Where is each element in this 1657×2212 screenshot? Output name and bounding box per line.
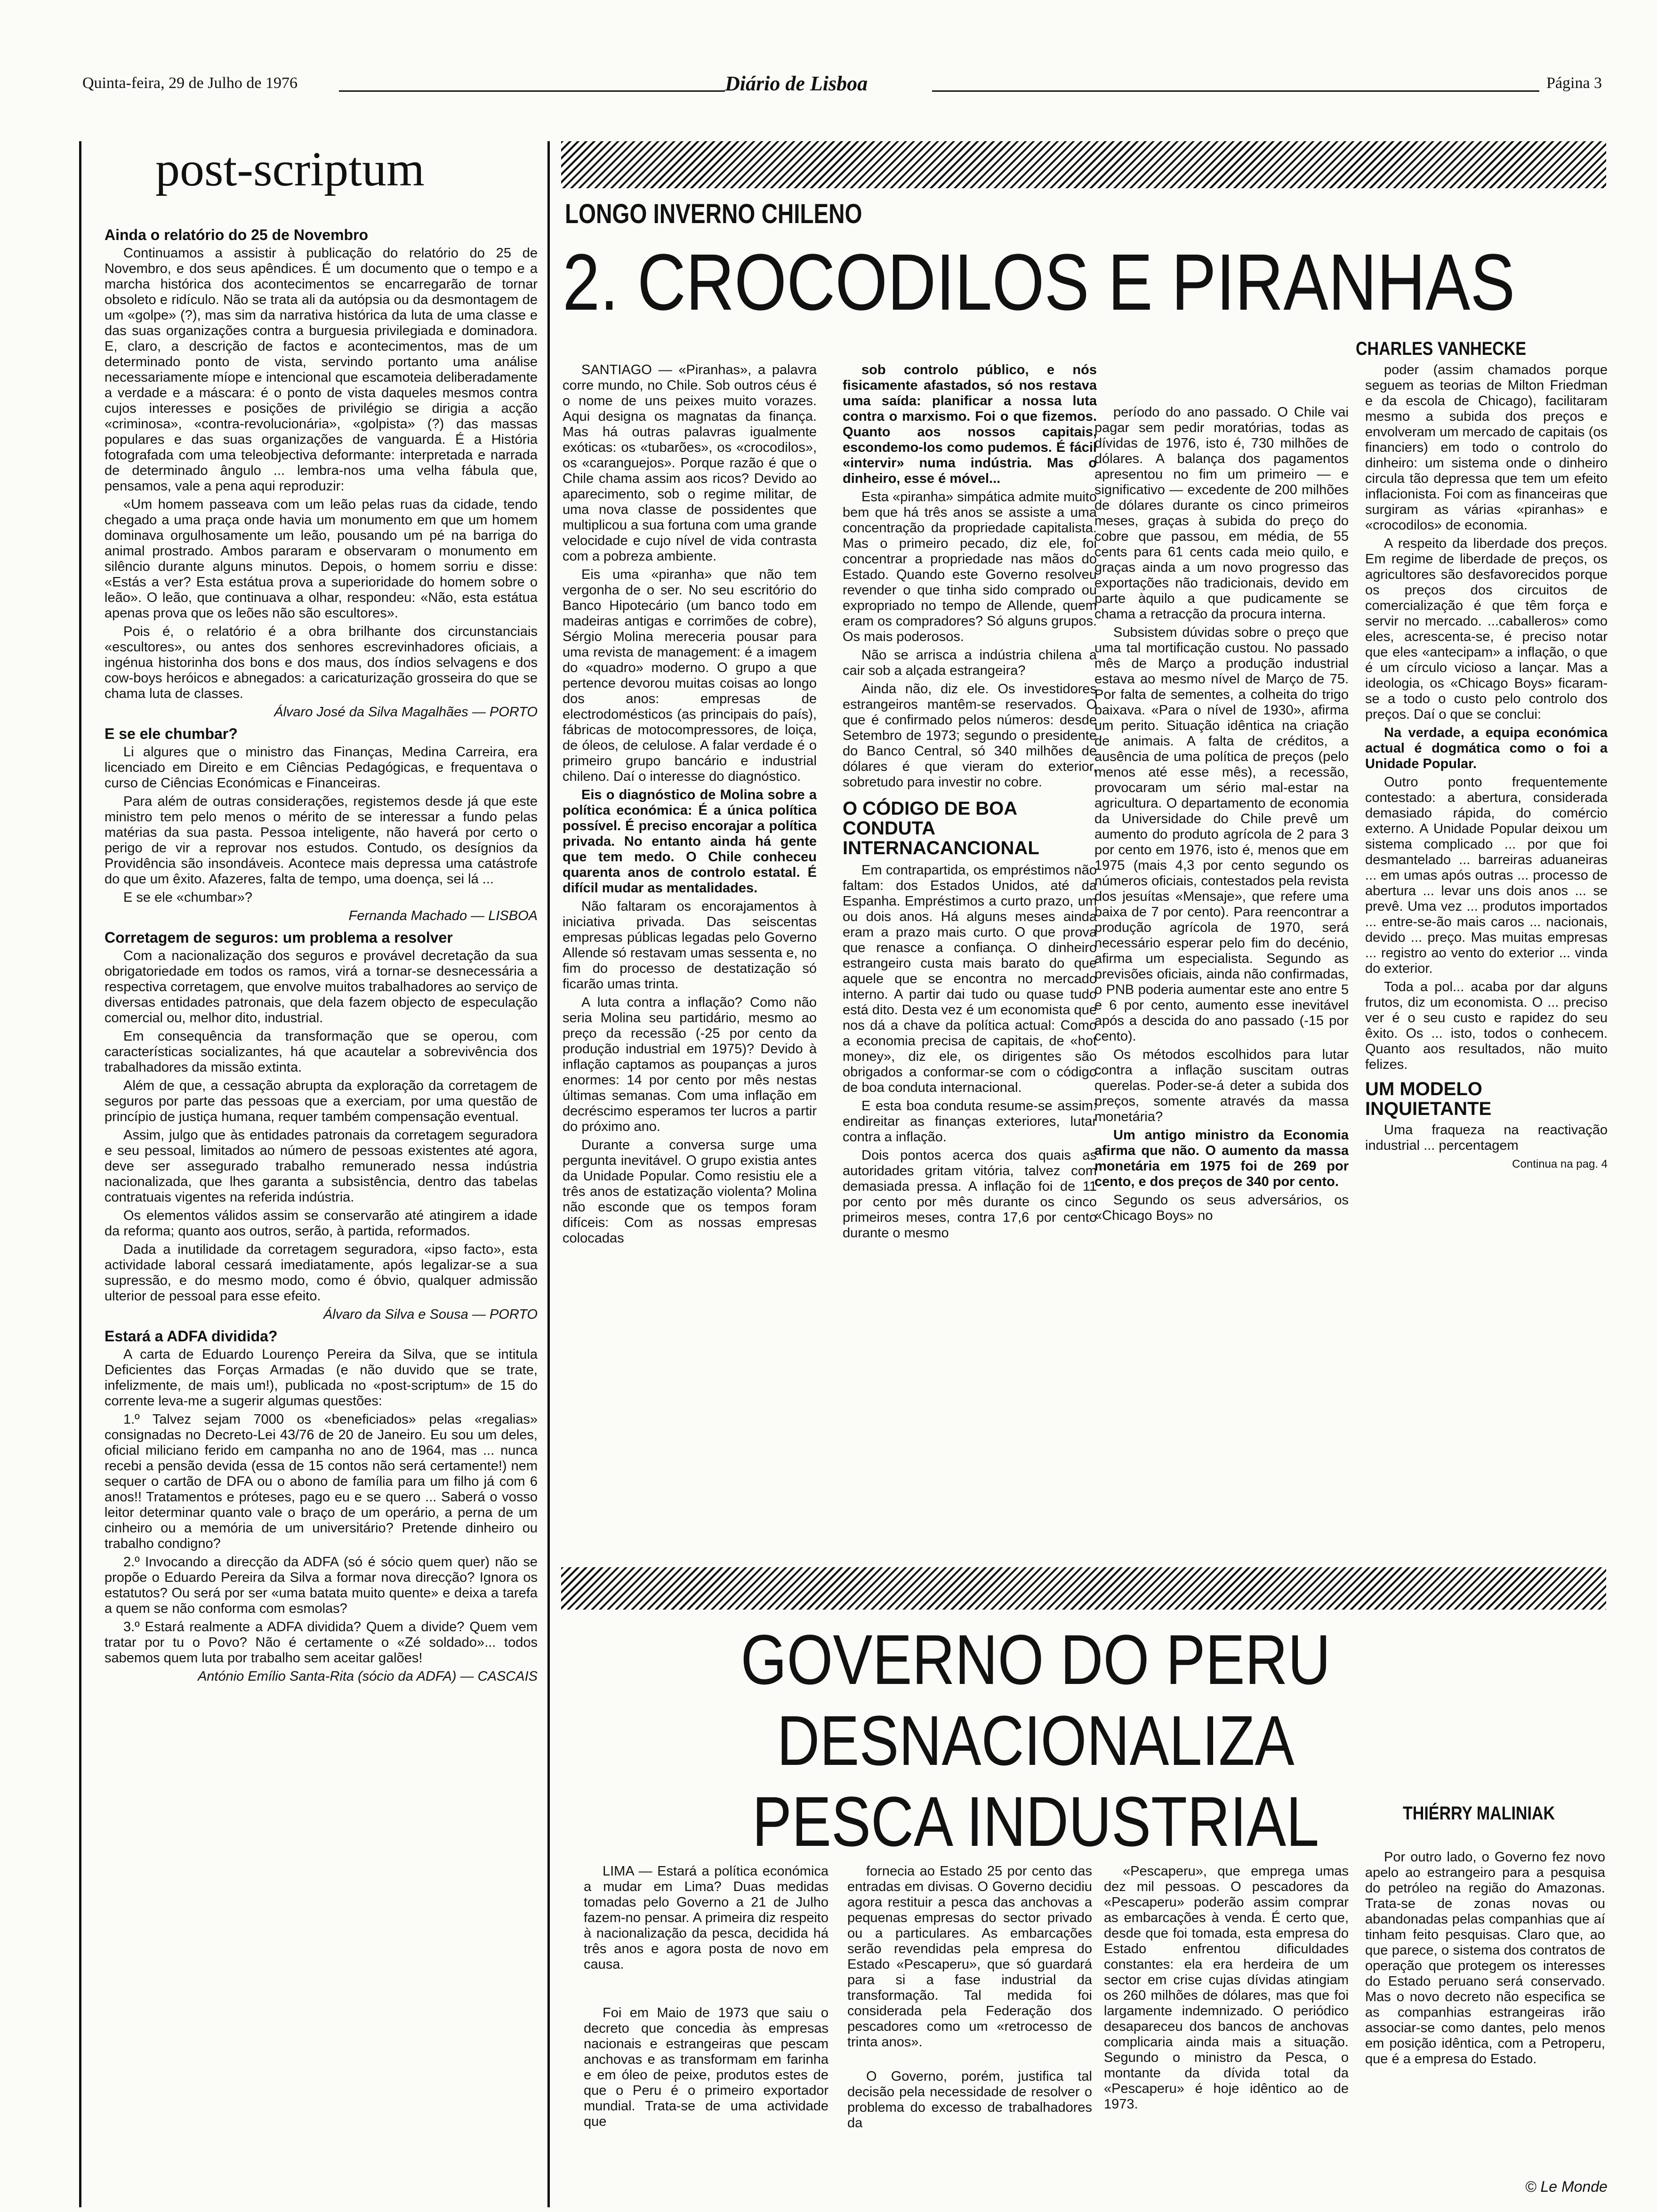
chile-col-3	[1094, 405, 1349, 1539]
left-column-rule	[79, 141, 81, 2207]
paragraph: Durante a conversa surge uma pergunta inevitável. O grupo existia antes da Unidade Popular. Como resistiu ele a três anos de estatização violenta? Molina não esconde que os tempos foram difíceis: Com as nossas empresas colocadas	[563, 1138, 817, 1246]
peru-byline: THIÉRRY MALINIAK	[1403, 1803, 1555, 1824]
chile-col-2	[843, 362, 1097, 1539]
peru-col-4	[1365, 1850, 1605, 2170]
paragraph: «Um homem passeava com um leão pelas ruas da cidade, tendo chegado a uma praça onde havia um monumento em que um homem dominava orgulhosamente um leão, pousando um pé na barriga do animal prostrado. Ambos pararam e observaram o monumento em silêncio durante alguns minutos. Depois, o homem sorriu e disse: «Estás a ver? Esta estátua prova a superioridade do homem sobre o leão». O leão, que continuava a olhar, respondeu: «Não, esta estátua apenas prova que os leões não são escultores».	[105, 497, 538, 621]
chile-subhead: O CÓDIGO DE BOA CONDUTA INTERNACANCIONAL	[843, 798, 1039, 858]
page-number: Página 3	[1546, 74, 1602, 92]
paragraph: Não se arrisca a indústria chilena a cair sob a alçada estrangeira?	[843, 648, 1097, 678]
header-date: Quinta-feira, 29 de Julho de 1976	[82, 74, 298, 92]
column-divider	[547, 141, 550, 2207]
hatch-band-top	[561, 141, 1606, 188]
paragraph: Outro ponto frequentemente contestado: a abertura, considerada demasiado rápida, do comércio externo. A Unidade Popular deixou um sistema complicado ... por que foi desmantelado ... barreiras aduaneiras ... em umas após outras ... processo de abertura ... levar uns dois anos ... se prevê. Uma vez ... produtos importados ... entre-se-ão mais caros ... nacionais, devido ... preço. Mas muitas empresas ... registro ao vento do exterior ... vinda do exterior.	[1365, 775, 1608, 976]
paragraph: Assim, julgo que às entidades patronais da corretagem seguradora e seu pessoal, limitados ao número de pessoas existentes até agora, deve ser assegurado trabalho remunerado nessa indústria nacionalizada, que lhes garanta a subsistência, dentro das tabelas contratuais vigentes na referida indústria.	[105, 1128, 538, 1205]
header-rule-left	[339, 90, 725, 92]
chile-byline: CHARLES VANHECKE	[1356, 338, 1527, 359]
header-rule-right	[932, 90, 1539, 92]
chile-headline: 2. CROCODILOS E PIRANHAS	[563, 238, 1515, 327]
paragraph: Os métodos escolhidos para lutar contra a inflação suscitam outras querelas. Poder-se-á deter a subida dos preços, somente através da massa monetária?	[1094, 1047, 1349, 1124]
peru-col-2	[847, 1864, 1092, 2203]
section-title: Estará a ADFA dividida?	[105, 1328, 278, 1345]
peru-headline-line-2: DESNACIONALIZA	[777, 1701, 1295, 1780]
paragraph: Foi em Maio de 1973 que saiu o decreto que concedia às empresas nacionais e estrangeiras que pescam anchovas e as transformam em farinha e em óleo de peixe, produtos estes de que o Peru é o primeiro exportador mundial. Trata-se de uma actividade que	[584, 2005, 828, 2129]
paragraph: sob controlo público, e nós fisicamente afastados, só nos restava uma saída: planificar a nossa luta contra o marxismo. Foi o que fizemos. Quanto aos nossos capitais, escondemo-los como pudemos. É fácil «intervir» numa indústria. Mas o dinheiro, esse é móvel...	[843, 362, 1097, 486]
paragraph: O Governo, porém, justifica tal decisão pela necessidade de resolver o problema do excesso de trabalhadores da	[847, 2069, 1092, 2131]
paragraph: Segundo os seus adversários, os «Chicago Boys» no	[1094, 1193, 1349, 1223]
paragraph: A carta de Eduardo Lourenço Pereira da Silva, que se intitula Deficientes das Forças Armadas (e não duvido que se trate, infelizmente, de mais um!), publicada no «post-scriptum» de 15 do corrente leva-me a sugerir algumas questões:	[105, 1347, 538, 1409]
paragraph: 3.º Estará realmente a ADFA dividida? Quem a divide? Quem vem tratar por tu o Povo? Não é certamente o «Zé soldado»... todos sabemos quem luta por trabalho sem aceitar galões!	[105, 1619, 538, 1666]
paragraph: Não faltaram os encorajamentos à iniciativa privada. Das seiscentas empresas públicas legadas pelo Governo Allende só restavam umas sessenta e, no fim do processo de destatização só ficarão umas trinta.	[563, 899, 817, 992]
paragraph: Continuamos a assistir à publicação do relatório do 25 de Novembro, e dos seus apêndices. É um documento que o tempo e a marcha histórica dos acontecimentos se encarregarão de tornar obsoleto e ridículo. Não se trata ali da autópsia ou da desmontagem de um «golpe» (?), mas sim da narrativa histórica da luta de uma classe e das suas organizações contra a burguesia privilegiada e dominadora. E, claro, a descrição de factos e acontecimentos, mas de um determinado ponto de vista, servindo portanto uma análise necessariamente míope e intencional que escamoteia deliberadamente a verdade e a máscara: é o ponto de vista daqueles mesmos contra cujos interesses e posições de privilégio se dirigia a acção «criminosa», «contra-revolucionária», «golpista» (?) das massas populares e das suas organizações de vanguarda. É a História fotografada com uma teleobjectiva deformante: interpretada e narrada de determinado ângulo ... lembra-nos uma velha fábula que, pensamos, vale a pena aqui reproduzir:	[105, 246, 538, 494]
paragraph: Por outro lado, o Governo fez novo apelo ao estrangeiro para a pesquisa do petróleo na região do Amazonas. Trata-se de zonas novas ou abandonadas pelas companhias que aí tinham feito pesquisas. Claro que, ao que parece, o sistema dos contratos de operação que protegem os interesses do Estado peruano será conservado. Mas o novo decreto não especifica se as companhias estrangeiras irão associar-se como dantes, pelo menos em posição idêntica, com a Petroperu, que é a empresa do Estado.	[1365, 1850, 1605, 2067]
paragraph: Na verdade, a equipa económica actual é dogmática como o foi a Unidade Popular.	[1365, 725, 1608, 771]
section-title: E se ele chumbar?	[105, 725, 238, 742]
paragraph: Uma fraqueza na reactivação industrial ... percentagem	[1365, 1122, 1608, 1153]
chile-subhead-2: UM MODELO INQUIETANTE	[1365, 1079, 1492, 1119]
chile-kicker: LONGO INVERNO CHILENO	[565, 199, 862, 229]
paragraph: Um antigo ministro da Economia afirma que não. O aumento da massa monetária em 1975 foi de 269 por cento, e dos preços de 340 por cento.	[1094, 1128, 1349, 1189]
paragraph: Dada a inutilidade da corretagem seguradora, «ipso facto», esta actividade laboral cessará imediatamente, após legalizar-se a sua supressão, e do mesmo modo, como é óbvio, qualquer admissão ulterior de pessoal para esse efeito.	[105, 1242, 538, 1304]
paragraph: Além de que, a cessação abrupta da exploração da corretagem de seguros por parte das pessoas que a exerciam, por uma questão de princípio de justiça humana, requer também compensação eventual.	[105, 1078, 538, 1124]
hatch-band-middle	[561, 1567, 1606, 1610]
paragraph: A respeito da liberdade dos preços. Em regime de liberdade de preços, os agricultores são desfavorecidos porque os preços dos circuitos de comercialização é que têm força e servir no mercado. ...caballeros» como eles, acrescenta-se, é preciso notar que eles «antecipam» a inflação, o que é um círculo vicioso a lançar. Mas a ideologia, os «Chicago Boys» ficaram-se a todo o custo pelo controlo dos preços. Daí o que se conclui:	[1365, 536, 1608, 722]
masthead: Diário de Lisboa	[725, 72, 868, 95]
paragraph: Ainda não, diz ele. Os investidores estrangeiros mantêm-se reservados. O que é confirmado pelos números: desde Setembro de 1973; segundo o presidente do Banco Central, só 340 milhões de dólares é que vieram do exterior, sobretudo para investir no cobre.	[843, 681, 1097, 790]
paragraph: A luta contra a inflação? Como não seria Molina seu partidário, mesmo ao preço da recessão (-25 por cento da produção industrial em 1975)? Devido à inflação captamos as poupanças a juros enormes: 14 por cento por mês nestas últimas semanas. Com uma inflação em decréscimo esperamos ter lucros a partir do próximo ano.	[563, 995, 817, 1134]
paragraph: fornecia ao Estado 25 por cento das entradas em divisas. O Governo decidiu agora restituir a pesca das anchovas a pequenas empresas do sector privado ou a particulares. As embarcações serão revendidas pela empresa do Estado «Pescaperu», que só guardará para si a fase industrial da transformação. Tal medida foi considerada pela Federação dos pescadores como um «retrocesso de trinta anos».	[847, 1864, 1092, 2050]
chile-col-4	[1365, 362, 1608, 1539]
peru-headline-line-3: PESCA INDUSTRIAL	[752, 1782, 1319, 1861]
paragraph: Esta «piranha» simpática admite muito bem que há três anos se assiste a uma concentração da propriedade capitalista. Mas o primeiro pecado, diz ele, foi concentrar a propriedade nas mãos do Estado. Quando este Governo resolveu revender o que tinha sido comprado ou expropriado no tempo de Allende, quem eram os compradores? Só alguns grupos. Os mais poderosos.	[843, 489, 1097, 644]
paragraph: Toda a pol... acaba por dar alguns frutos, diz um economista. O ... preciso ver é o seu custo e rapidez do seu êxito. Os ... isto, todos o conhecem. Quanto aos resultados, não muito felizes.	[1365, 979, 1608, 1072]
paragraph: E se ele «chumbar»?	[123, 890, 253, 905]
paragraph: Com a nacionalização dos seguros e provável decretação da sua obrigatoriedade em todos os ramos, virá a tornar-se desnecessária a respectiva corretagem, que envolve muitos trabalhadores ao serviço de diversas entidades patronais, que dela fazem objecto de especulação comercial ou, melhor dito, industrial.	[105, 948, 538, 1026]
paragraph: 2.º Invocando a direcção da ADFA (só é sócio quem quer) não se propõe o Eduardo Pereira da Silva a formar nova direcção? Ignora os estatutos? Ou será por ser «uma batata muito quente» e deixa a tarefa a quem se não conforma com esmolas?	[105, 1555, 538, 1616]
section-title: Ainda o relatório do 25 de Novembro	[105, 226, 369, 243]
signature: Álvaro José da Silva Magalhães — PORTO	[274, 705, 538, 720]
paragraph: Os elementos válidos assim se conservarão até atingirem a idade da reforma; quanto aos outros, serão, à partida, reformados.	[105, 1208, 538, 1239]
paragraph: Em contrapartida, os empréstimos não faltam: dos Estados Unidos, até da Espanha. Empréstimos a curto prazo, um ou dois anos. Há alguns meses ainda eram a prazo mais curto. O que prova que renasce a confiança. O dinheiro estrangeiro custa mais barato do que aquele que se encontra no mercado interno. A partir dai tudo ou quase tudo está dito. Desta vez é um economista que nos dá a chave da política actual: Como a economia precisa de capitais, de «hot money», diz ele, os dirigentes são obrigados a conformar-se com o código de boa conduta internacional.	[843, 863, 1097, 1095]
peru-headline	[640, 1619, 1431, 1862]
paragraph: SANTIAGO — «Piranhas», a palavra corre mundo, no Chile. Sob outros céus é o nome de uns peixes muito vorazes. Aqui designa os magnatas da finança. Mas há outras palavras igualmente exóticas: os «tubarões», os «crocodilos», os «caranguejos». Porque razão é que o Chile chama assim aos ricos? Devido ao aparecimento, sob o regime militar, de uma nova classe de possidentes que multiplicou a sua fortuna com uma grande velocidade e cujo nível de vida contrasta com a pobreza ambiente.	[563, 362, 817, 564]
paragraph: «Pescaperu», que emprega umas dez mil pessoas. O pescadores da «Pescaperu» poderão assim comprar as embarcações à venda. É certo que, desde que foi tomada, esta empresa do Estado enfrentou dificuldades constantes: ela era herdeira de um sector em crise cujas dívidas atingiam os 260 milhões de dólares, mas que foi largamente indemnizado. O periódico desapareceu dos bancos de anchovas complicaria ainda mais a situação. Segundo o ministro da Pesca, o montante da dívida total da «Pescaperu» é hoje idêntico ao de 1973.	[1104, 1864, 1349, 2112]
paragraph: período do ano passado. O Chile vai pagar sem pedir moratórias, todas as dívidas de 1976, isto é, 730 milhões de dólares. A balança dos pagamentos apresentou no fim um primeiro — e significativo — excedente de 200 milhões de dólares durante os cinco primeiros meses, graças à subida do preço do cobre que passou, em média, de 55 cents para 61 cents cada meio quilo, e graças ainda a um novo progresso das exportações não tradicionais, devido em parte àquilo a que pudicamente se chama a retracção da procura interna.	[1094, 405, 1349, 622]
signature: António Emílio Santa-Rita (sócio da ADFA) — CASCAIS	[197, 1669, 538, 1684]
continuation-note: Continua na pag. 4	[1512, 1158, 1608, 1170]
paragraph: Pois é, o relatório é a obra brilhante dos circunstanciais «escultores», ou antes dos senhores escrevinhadores oficiais, a ingénua historinha dos bons e dos maus, dos índios selvagens e dos cow-boys heróicos e abnegados: a caricaturização grosseira do que se chama luta de classes.	[105, 624, 538, 701]
chile-col-1	[563, 362, 817, 1539]
signature: Álvaro da Silva e Sousa — PORTO	[323, 1307, 538, 1322]
paragraph: LIMA — Estará a política económica a mudar em Lima? Duas medidas tomadas pelo Governo a 21 de Julho fazem-no pensar. A primeira diz respeito à nacionalização da pesca, decidida há três anos e agora posta de novo em causa.	[584, 1864, 828, 1972]
signature: Fernanda Machado — LISBOA	[348, 908, 538, 923]
peru-col-3	[1104, 1864, 1349, 2203]
post-scriptum-column	[105, 221, 538, 2198]
paragraph: Para além de outras considerações, registemos desde já que este ministro tem pelo menos o mérito de se interessar a fundo pelas matérias da sua pasta. Pessoa inteligente, não haverá por certo o perigo de vir a reprovar nos estudos. Contudo, os desígnios da Providência são insondáveis. Acontece mais depressa uma catástrofe do que um êxito. Afazeres, falta de tempo, uma doença, sei lá ...	[105, 794, 538, 887]
paragraph: E esta boa conduta resume-se assim: endireitar as finanças exteriores, lutar contra a inflação.	[843, 1098, 1097, 1145]
paragraph: Eis o diagnóstico de Molina sobre a política económica: É a única política possível. É preciso encorajar a política privada. No entanto ainda há gente que tem medo. O Chile conheceu quarenta anos de controlo estatal. É difícil mudar as mentalidades.	[563, 787, 817, 896]
paragraph: Subsistem dúvidas sobre o preço que uma tal mortificação custou. No passado mês de Março a produção industrial estava ao mesmo nível de Março de 75. Por falta de sementes, a colheita do trigo baixava. «Para o nível de 1930», afirma um perito. Situação idêntica na criação de animais. A falta de créditos, a ausência de uma política de preços (pelo menos até esse mês), a recessão, provocaram um sério mal-estar na agricultura. O departamento de economia da Universidade do Chile prevê um aumento do produto agrícola de 2 para 3 por cento em 1976, isto é, menos que em 1975 (mais 4,3 por cento segundo os números oficiais, contestados pela revista dos jesuítas «Mensaje», que refere uma baixa de 7 por cento). Para reencontrar a produção agrícola de 1970, será necessário esperar pelo fim do decénio, afirma um especialista. Segundo as previsões oficiais, ainda não confirmadas, o PNB poderia aumentar este ano entre 5 e 6 por cento, aumento esse inevitável após a descida do ano passado (-15 por cento).	[1094, 625, 1349, 1044]
paragraph: Eis uma «piranha» que não tem vergonha de o ser. No seu escritório do Banco Hipotecário (um banco todo em madeiras antigas e corrimões de cobre), Sérgio Molina mereceria pousar para uma revista de management: é a imagem do «quadro» moderno. O grupo a que pertence devorou muitas coisas ao longo dos anos: empresas de electrodomésticos (as principais do país), fábricas de motocompressores, de loiça, de óleos, de celulose. A falar verdade é o primeiro grupo bancário e industrial chileno. Daí o interesse do diagnóstico.	[563, 567, 817, 784]
paragraph: Em consequência da transformação que se operou, com características socializantes, há que acautelar a sobrevivência dos trabalhadores da missão extinta.	[105, 1029, 538, 1075]
paragraph: Li algures que o ministro das Finanças, Medina Carreira, era licenciado em Direito e em Ciências Pedagógicas, e frequentava o curso de Ciências Económicas e Financeiras.	[105, 745, 538, 791]
section-title: Corretagem de seguros: um problema a resolver	[105, 929, 453, 946]
post-scriptum-title: post-scriptum	[155, 142, 425, 196]
paragraph: 1.º Talvez sejam 7000 os «beneficiados» pelas «regalias» consignadas no Decreto-Lei 43/76 de 20 de Janeiro. Eu sou um deles, oficial miliciano ferido em campanha no ano de 1964, mas ... nunca recebi a pensão devida (essa de 15 contos não será certamente!) nem sequer o cartão de DFA ou o abono de família para um filho já com 6 anos!! Tratamentos e próteses, pago eu e se quero ... Saberá o vosso leitor determinar quanto vale o braço de um operário, a perna de um cinheiro ou a memória de um universitário? Pretende dinheiro ou trabalho condigno?	[105, 1412, 538, 1551]
peru-headline-line-1: GOVERNO DO PERU	[740, 1620, 1331, 1699]
paragraph: Dois pontos acerca dos quais as autoridades gritam vitória, talvez com demasiada pressa. A inflação foi de 11 por cento por mês durante os cinco primeiros meses, contra 17,6 por cento durante o mesmo	[843, 1148, 1097, 1241]
peru-col-1	[584, 1864, 828, 2203]
credit: © Le Monde	[1525, 2178, 1608, 2195]
paragraph: poder (assim chamados porque seguem as teorias de Milton Friedman e da escola de Chicago), facilitaram mesmo a subida dos preços e envolveram um mercado de capitais (os financiers) em todo o controlo do dinheiro: um sistema onde o dinheiro circula tão depressa que tem um efeito inflacionista. Foi com as financeiras que surgiram as várias «piranhas» e «crocodilos» de economia.	[1365, 362, 1608, 533]
